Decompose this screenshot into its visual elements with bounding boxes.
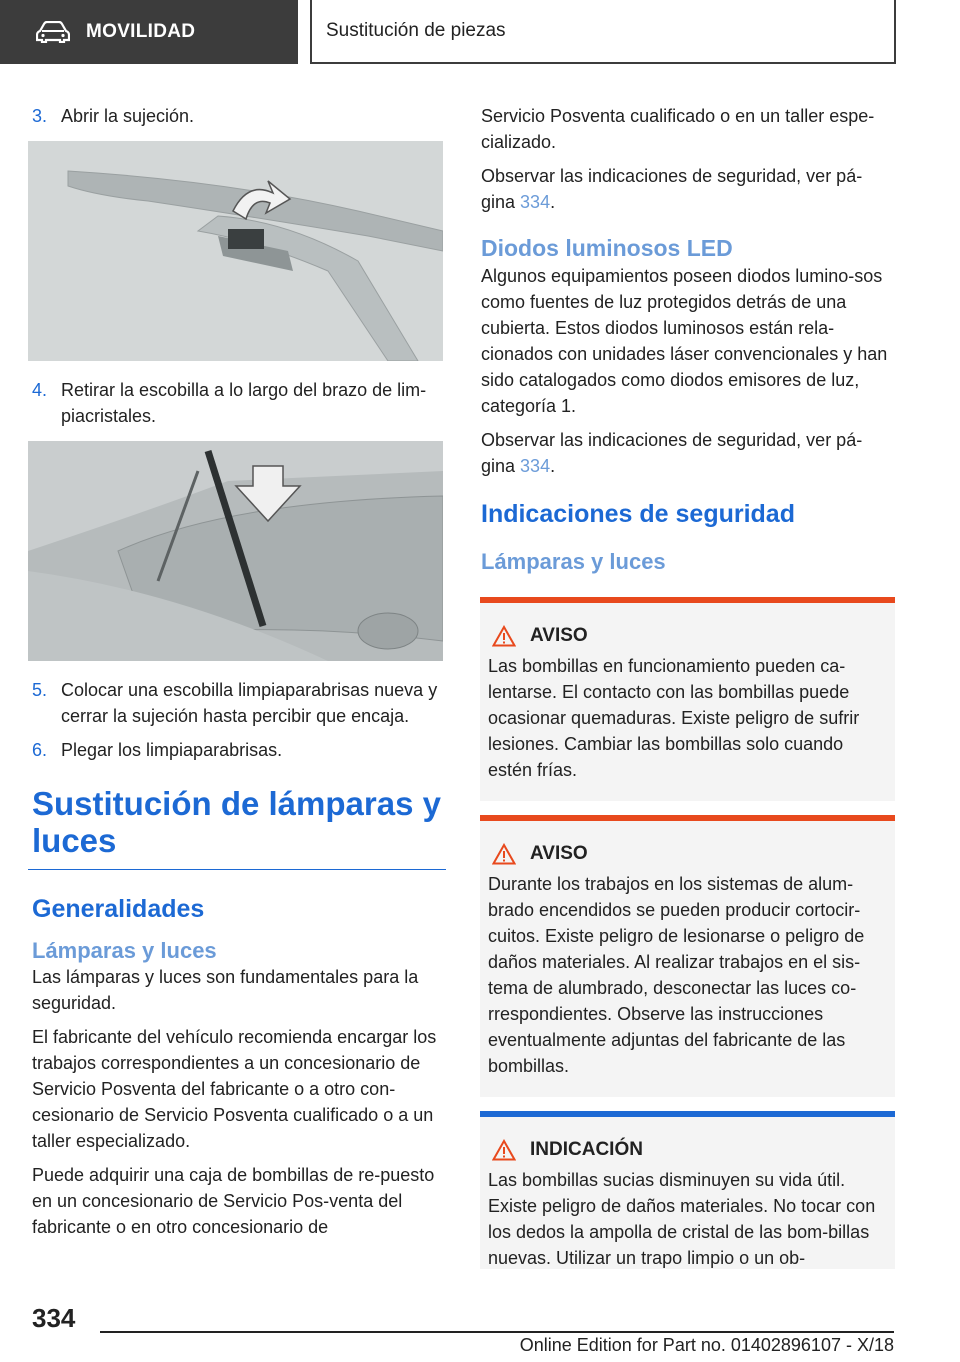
notice-header <box>488 1137 887 1163</box>
step-text: Retirar la escobilla a lo largo del brazo de lim‐piacristales. <box>61 380 427 426</box>
topic-heading: Diodos luminosos LED <box>481 235 733 261</box>
warning-header <box>488 841 887 867</box>
wiper-removal-illustration <box>28 441 443 661</box>
left-column <box>28 103 446 1248</box>
page-number: 334 <box>32 1303 76 1333</box>
wiper-clip-illustration <box>28 141 443 361</box>
warning-triangle-icon <box>492 625 516 647</box>
notice-text: Las bombillas sucias disminuyen su vida útil. Existe peligro de daños materiales. No tocar con los dedos la ampolla de cristal de las bom‐billas nuevas. Utilizar un trapo limpio o un ob‐ <box>488 1170 876 1268</box>
notice-title: INDICACIÓN <box>530 1139 643 1160</box>
step-3 <box>28 103 446 129</box>
warning-text: Las bombillas en funcionamiento pueden ca‐lentarse. El contacto con las bombillas puede ocasionar quemaduras. Existe peligro de sufrir lesiones. Cambiar las bombillas solo cuando estén frías. <box>488 656 860 780</box>
edition-note: Online Edition for Part no. 01402896107 - X/18 <box>519 1335 894 1355</box>
paragraph: Servicio Posventa cualificado o en un taller espe‐cializado. <box>481 106 875 152</box>
page-link[interactable]: 334 <box>520 192 551 212</box>
step-number: 6. <box>32 740 48 760</box>
paragraph <box>480 427 895 479</box>
notice-triangle-icon <box>492 1139 516 1161</box>
paragraph: Algunos equipamientos poseen diodos lumino‐sos como fuentes de luz protegidos detrás de una cubierta. Estos diodos luminosos están rela‐cionados con unidades láser convencionales y han sido catalogados como diodos emisores de luz, categoría 1. <box>481 266 888 416</box>
subsection-heading: Indicaciones de seguridad <box>481 500 795 528</box>
step-text: Colocar una escobilla limpiaparabrisas nueva y cerrar la sujeción hasta percibir que encaja. <box>61 680 438 726</box>
section-title: MOVILIDAD <box>86 21 196 42</box>
topic-heading: Lámparas y luces <box>481 549 666 574</box>
warning-triangle-icon <box>492 843 516 865</box>
warning-title: AVISO <box>530 843 588 864</box>
header-section-tab <box>0 0 298 64</box>
car-icon <box>36 21 70 43</box>
warning-box <box>480 815 895 1097</box>
subsection-heading: Generalidades <box>32 895 205 923</box>
topic-heading: Lámparas y luces <box>32 938 217 963</box>
paragraph <box>480 163 895 215</box>
notice-box <box>480 1111 895 1269</box>
step-number: 5. <box>32 680 48 700</box>
paragraph-text: . <box>550 192 556 212</box>
step-number: 4. <box>32 380 48 400</box>
paragraph-text: Observar las indicaciones de seguridad, ver pá‐gina <box>481 430 863 476</box>
step-4 <box>28 377 446 429</box>
step-text: Abrir la sujeción. <box>61 106 195 126</box>
step-5 <box>28 677 446 729</box>
paragraph-text: . <box>550 456 556 476</box>
step-6 <box>28 737 446 763</box>
warning-header <box>488 623 887 649</box>
paragraph-text: Observar las indicaciones de seguridad, ver pá‐gina <box>481 166 863 212</box>
right-column <box>480 103 895 1269</box>
footer-divider <box>100 1331 894 1333</box>
chapter-title: Sustitución de piezas <box>310 0 896 64</box>
warning-text: Durante los trabajos en los sistemas de alum‐brado encendidos se pueden producir cortocir‐cuitos. Existe peligro de lesionarse o peligro de daños materiales. Al realizar trabajos en el sis‐tema de alumbrado, desconectar las luces co‐rrespondientes. Observe las instrucciones eventualmente adjuntas del fabricante de las bombillas. <box>488 874 865 1076</box>
section-heading: Sustitución de lámparas y luces <box>28 785 446 870</box>
paragraph: Las lámparas y luces son fundamentales para la seguridad. <box>32 967 419 1013</box>
warning-box <box>480 597 895 801</box>
step-number: 3. <box>32 106 48 126</box>
paragraph: Puede adquirir una caja de bombillas de re‐puesto en un concesionario de Servicio Pos‐venta del fabricante o en otro concesionario de <box>32 1165 435 1237</box>
step-text: Plegar los limpiaparabrisas. <box>61 740 283 760</box>
page-link[interactable]: 334 <box>520 456 551 476</box>
warning-title: AVISO <box>530 625 588 646</box>
paragraph: El fabricante del vehículo recomienda encargar los trabajos correspondientes a un concesionario de Servicio Posventa del fabricante o a otro con‐cesionario de Servicio Posventa cualificado o a un taller especializado. <box>32 1027 437 1151</box>
